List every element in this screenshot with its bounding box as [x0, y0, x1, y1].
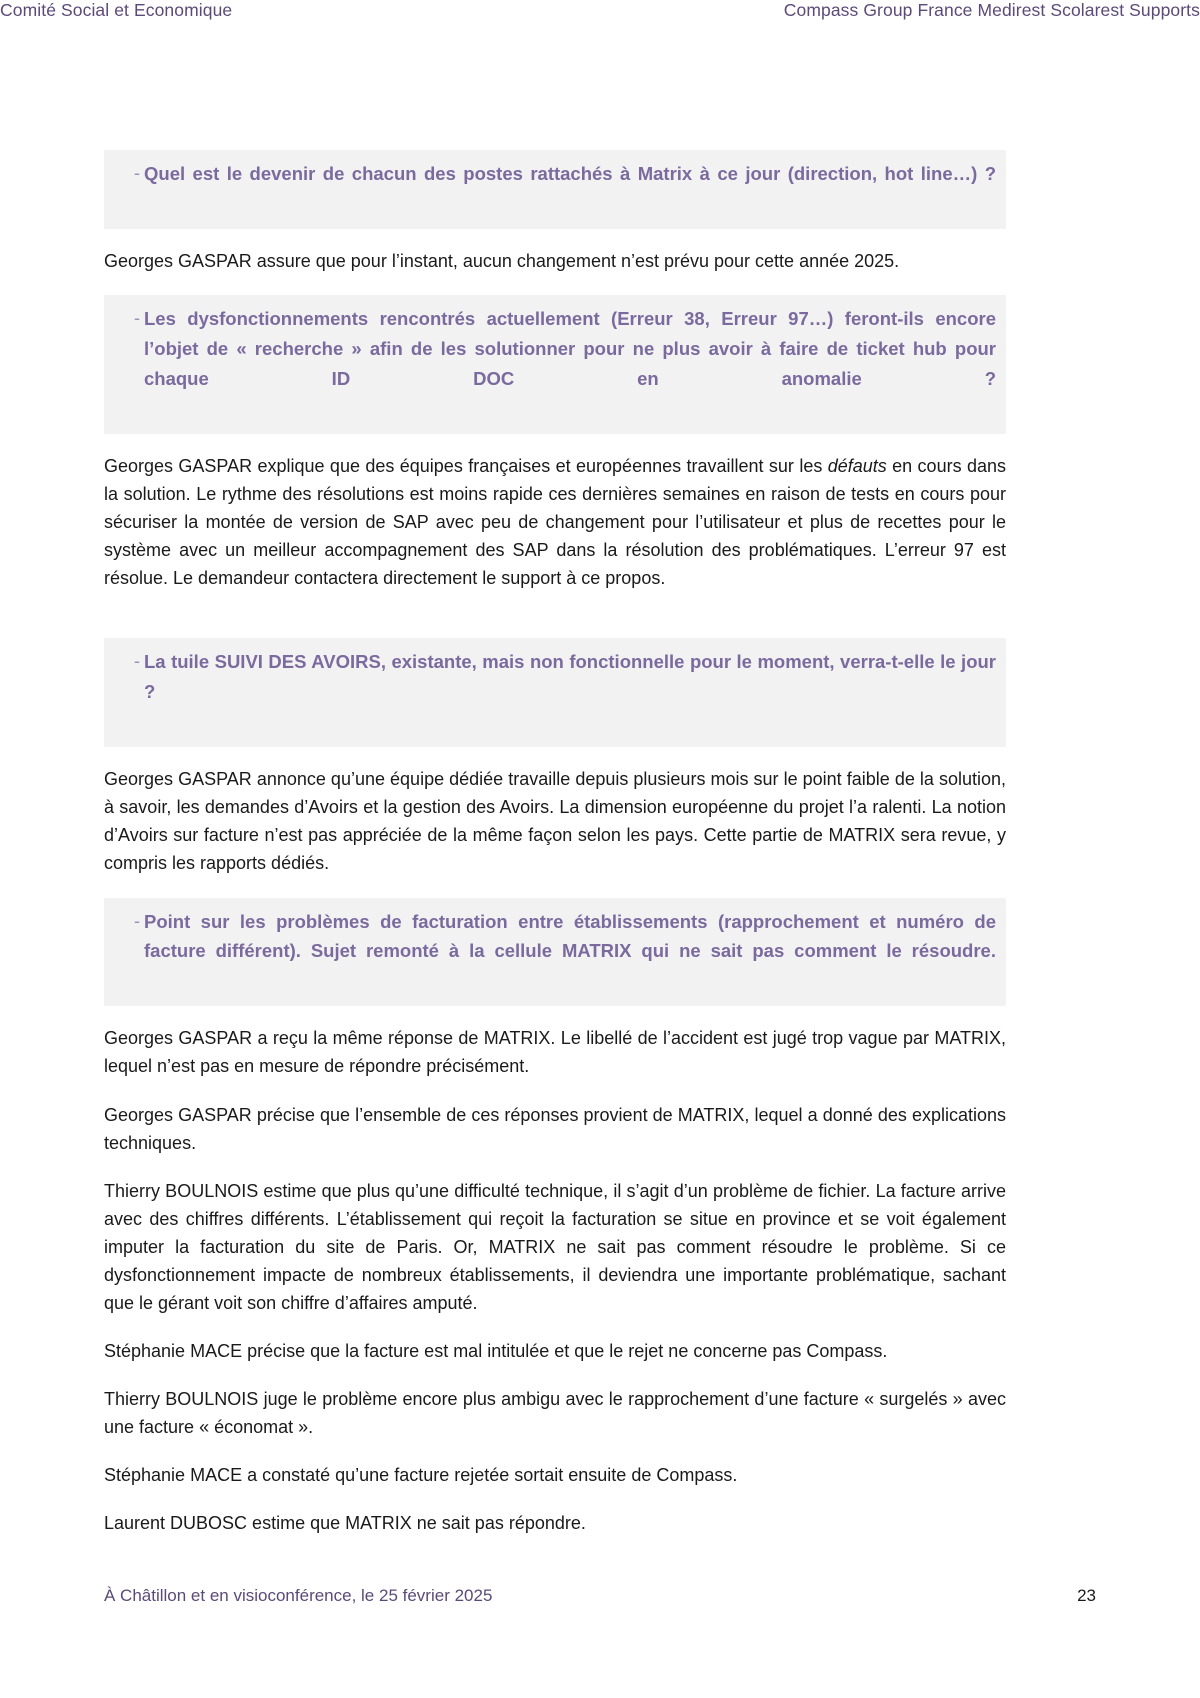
body-paragraph: Georges GASPAR annonce qu’une équipe dédiée travaille depuis plusieurs mois sur le point faible de la solution, à savoir, les demandes d’Avoirs et la gestion des Avoirs. La dimension européenne du projet l’a ralenti. La notion d’Avoirs sur facture n’est pas appréciée de la même façon selon les pays. Cette partie de MATRIX sera revue, y compris les rapports dédiés.: [104, 769, 1006, 874]
dash-bullet-icon: -: [134, 308, 140, 329]
emphasised-term: défauts: [827, 455, 887, 476]
page-number: 23: [1077, 1586, 1096, 1605]
footer-location-date: À Châtillon et en visioconférence, le 25 février 2025: [104, 1586, 493, 1605]
body-paragraph: Georges GASPAR précise que l’ensemble de ces réponses provient de MATRIX, lequel a donné des explications techniques.: [104, 1104, 1006, 1153]
question-block: [104, 898, 1006, 1007]
question-block: [104, 295, 1006, 434]
question-block: [104, 638, 1006, 747]
question-block: [104, 150, 1006, 229]
page-footer: [104, 1586, 1096, 1606]
dash-bullet-icon: -: [134, 910, 140, 931]
header-right-title: Compass Group France Medirest Scolarest Supports: [783, 0, 1200, 20]
question-text: Quel est le devenir de chacun des postes rattachés à Matrix à ce jour (direction, hot line…) ?: [144, 163, 996, 184]
paragraph-text-post: en cours dans la solution. Le rythme des résolutions est moins rapide ces dernières semaines en raison de tests en cours pour sécuriser la montée de version de SAP avec peu de changement pour l’utilisateur et plus de recettes pour le système avec un meilleur accompagnement des SAP dans la résolution des problématiques. L’erreur 97 est résolue. Le demandeur contactera directement le support à ce propos.: [104, 455, 1006, 589]
page-header: [0, 0, 1200, 21]
header-left-title: Comité Social et Economique: [0, 0, 233, 20]
dash-bullet-icon: -: [134, 163, 140, 183]
body-paragraph: Laurent DUBOSC estime que MATRIX ne sait pas répondre.: [104, 1513, 586, 1534]
question-text: La tuile SUIVI DES AVOIRS, existante, mais non fonctionnelle pour le moment, verra-t-elle le jour ?: [144, 651, 996, 703]
body-paragraph: Thierry BOULNOIS juge le problème encore plus ambigu avec le rapprochement d’une facture « surgelés » avec une facture « économat ».: [104, 1389, 1006, 1438]
body-paragraph: Stéphanie MACE a constaté qu’une facture rejetée sortait ensuite de Compass.: [104, 1465, 738, 1486]
dash-bullet-icon: -: [134, 651, 140, 672]
body-paragraph: Stéphanie MACE précise que la facture est mal intitulée et que le rejet ne concerne pas Compass.: [104, 1341, 888, 1362]
body-paragraph: Georges GASPAR assure que pour l’instant, aucun changement n’est prévu pour cette année 2025.: [104, 250, 900, 271]
document-body: [104, 150, 1006, 1558]
question-text: Point sur les problèmes de facturation entre établissements (rapprochement et numéro de facture différent). Sujet remonté à la cellule MATRIX qui ne sait pas comment le résoudre.: [144, 910, 996, 962]
question-text: Les dysfonctionnements rencontrés actuellement (Erreur 38, Erreur 97…) feront-ils encore l’objet de « recherche » afin de les solutionner pour ne plus avoir à faire de ticket hub pour chaque ID DOC en anomalie ?: [144, 308, 996, 389]
body-paragraph: Georges GASPAR a reçu la même réponse de MATRIX. Le libellé de l’accident est jugé trop vague par MATRIX, lequel n’est pas en mesure de répondre précisément.: [104, 1028, 1006, 1077]
body-paragraph: [104, 452, 1006, 592]
paragraph-text-pre: Georges GASPAR explique que des équipes françaises et européennes travaillent sur les: [104, 455, 828, 476]
body-paragraph: Thierry BOULNOIS estime que plus qu’une difficulté technique, il s’agit d’un problème de fichier. La facture arrive avec des chiffres différents. L’établissement qui reçoit la facturation se situe en province et se voit également imputer la facturation du site de Paris. Or, MATRIX ne sait pas comment résoudre le problème. Si ce dysfonctionnement impacte de nombreux établissements, il deviendra une importante problématique, sachant que le gérant voit son chiffre d’affaires amputé.: [104, 1180, 1006, 1314]
